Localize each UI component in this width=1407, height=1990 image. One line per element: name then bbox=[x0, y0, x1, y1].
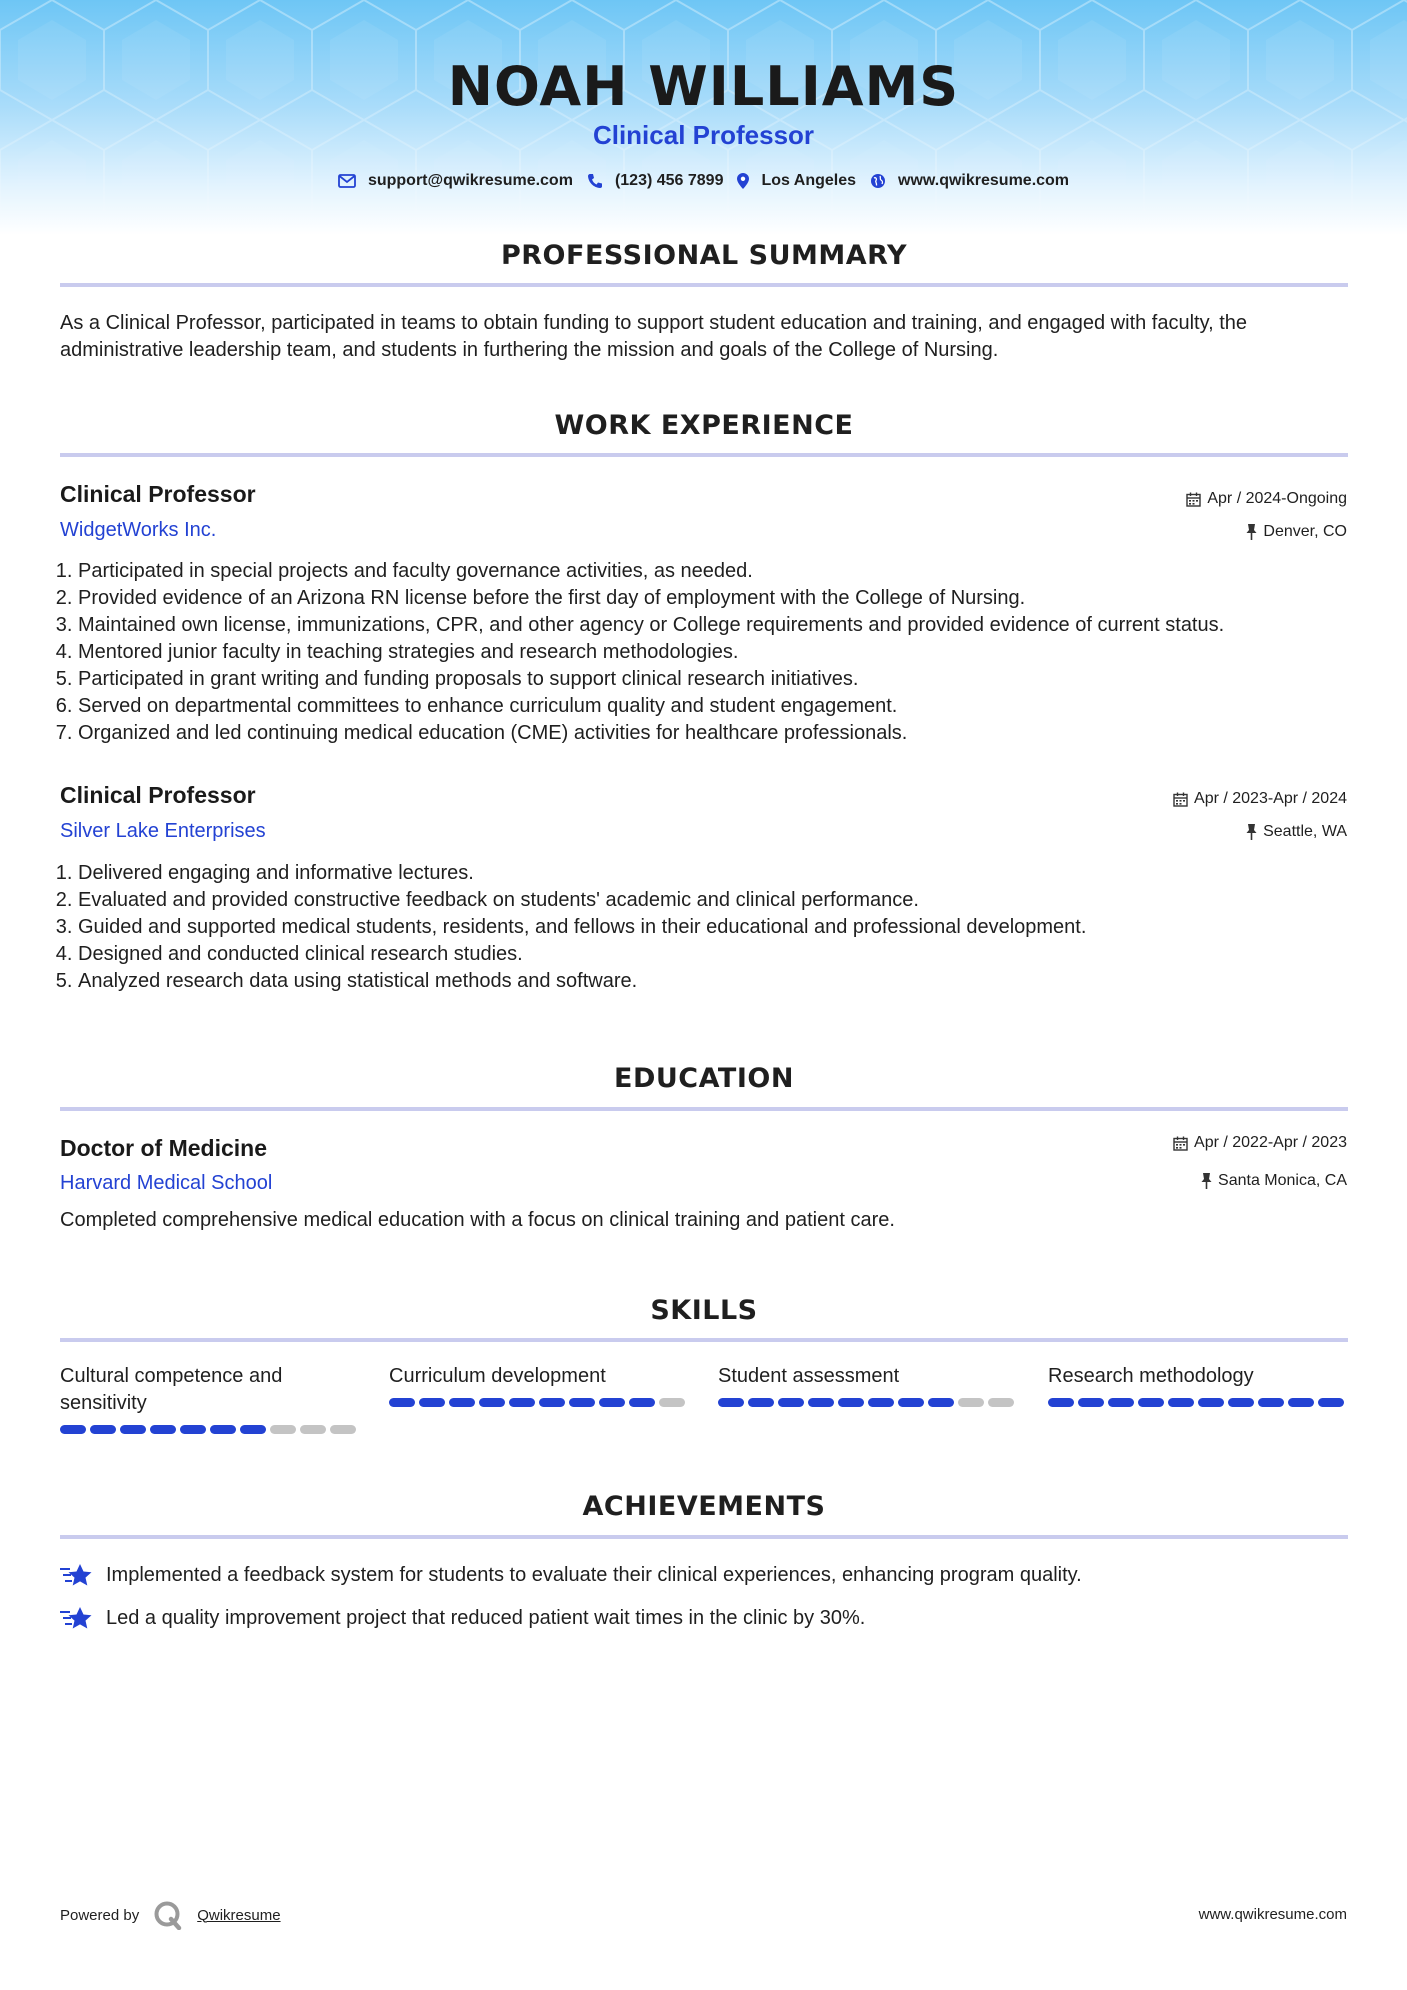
skill-meter bbox=[60, 1425, 360, 1434]
list-item: 7. Organized and led continuing medical education (CME) activities for healthcare professionals. bbox=[78, 720, 1368, 747]
skill-meter bbox=[1048, 1398, 1348, 1407]
skill-meter-filled-segment bbox=[389, 1398, 415, 1407]
skill-meter-filled-segment bbox=[180, 1425, 206, 1434]
job-location-text: Denver, CO bbox=[1263, 523, 1347, 540]
skill-label: Student assessment bbox=[718, 1365, 900, 1387]
education-location-text: Santa Monica, CA bbox=[1218, 1172, 1347, 1189]
achievement-text: Implemented a feedback system for students to evaluate their clinical experiences, enhancing program quality. bbox=[106, 1563, 1082, 1586]
degree-title: Doctor of Medicine bbox=[60, 1135, 268, 1161]
achievement-item bbox=[60, 1605, 865, 1631]
list-item: 2. Evaluated and provided constructive feedback on students' academic and clinical performance. bbox=[78, 887, 1368, 914]
pushpin-icon bbox=[1246, 824, 1257, 840]
summary-divider bbox=[60, 283, 1348, 287]
summary-text: As a Clinical Professor, participated in teams to obtain funding to support student education and training, and engaged with faculty, the administrative leadership team, and students in furthering the mission and goals of the College of Nursing. bbox=[60, 312, 1248, 361]
skill-meter-filled-segment bbox=[90, 1425, 116, 1434]
skill-meter bbox=[389, 1398, 689, 1407]
list-item: 1. Participated in special projects and faculty governance activities, as needed. bbox=[78, 558, 1368, 585]
skill-meter-filled-segment bbox=[748, 1398, 774, 1407]
contact-bar bbox=[0, 172, 1407, 190]
job-title: Clinical Professor bbox=[60, 782, 256, 808]
candidate-name: NOAH WILLIAMS bbox=[447, 55, 960, 118]
list-item: 2. Provided evidence of an Arizona RN license before the first day of employment with the College of Nursing. bbox=[78, 585, 1368, 612]
education-divider bbox=[60, 1107, 1348, 1111]
job-bullets bbox=[55, 558, 1368, 747]
skill-label: Research methodology bbox=[1048, 1365, 1254, 1387]
skill-meter-filled-segment bbox=[1288, 1398, 1314, 1407]
skill-meter-filled-segment bbox=[928, 1398, 954, 1407]
globe-icon bbox=[870, 173, 886, 189]
skill-label: Curriculum development bbox=[389, 1365, 606, 1387]
skill-meter-filled-segment bbox=[569, 1398, 595, 1407]
skill-meter-filled-segment bbox=[1198, 1398, 1224, 1407]
contact-email[interactable] bbox=[338, 172, 573, 190]
list-item: 1. Delivered engaging and informative lectures. bbox=[78, 860, 1368, 887]
footer-website[interactable]: www.qwikresume.com bbox=[1198, 1906, 1347, 1923]
skill-meter-filled-segment bbox=[240, 1425, 266, 1434]
skill-meter-filled-segment bbox=[479, 1398, 505, 1407]
skill-meter-filled-segment bbox=[898, 1398, 924, 1407]
skill-meter-filled-segment bbox=[449, 1398, 475, 1407]
skill-label: Cultural competence and sensitivity bbox=[60, 1365, 283, 1414]
list-item: 3. Maintained own license, immunizations, CPR, and other agency or College requirements and provided evidence of current status. bbox=[78, 612, 1368, 639]
website-text: www.qwikresume.com bbox=[898, 172, 1070, 189]
company-name: WidgetWorks Inc. bbox=[60, 519, 217, 541]
contact-phone[interactable] bbox=[587, 172, 724, 190]
skill-meter-filled-segment bbox=[150, 1425, 176, 1434]
skill-meter-filled-segment bbox=[629, 1398, 655, 1407]
skill-meter-filled-segment bbox=[210, 1425, 236, 1434]
education-dates bbox=[1173, 1134, 1347, 1152]
contact-location bbox=[737, 172, 856, 190]
education-dates-text: Apr / 2022-Apr / 2023 bbox=[1194, 1134, 1347, 1151]
achievement-item bbox=[60, 1562, 1082, 1588]
email-text: support@qwikresume.com bbox=[367, 172, 573, 189]
footer-branding bbox=[60, 1900, 281, 1930]
school-name: Harvard Medical School bbox=[60, 1172, 273, 1194]
skills-divider bbox=[60, 1338, 1348, 1342]
list-item: 6. Served on departmental committees to enhance curriculum quality and student engagement. bbox=[78, 693, 1368, 720]
skill-meter-filled-segment bbox=[1318, 1398, 1344, 1407]
skill-meter-empty-segment bbox=[270, 1425, 296, 1434]
skill-meter-empty-segment bbox=[300, 1425, 326, 1434]
skill-meter-empty-segment bbox=[988, 1398, 1014, 1407]
skill-meter-empty-segment bbox=[958, 1398, 984, 1407]
star-icon bbox=[60, 1562, 92, 1588]
pushpin-icon bbox=[1201, 1173, 1212, 1189]
skills-heading: SKILLS bbox=[650, 1295, 758, 1326]
skill-meter-filled-segment bbox=[868, 1398, 894, 1407]
education-location bbox=[1201, 1172, 1347, 1190]
skill-meter-filled-segment bbox=[778, 1398, 804, 1407]
skill-meter-filled-segment bbox=[509, 1398, 535, 1407]
list-item: 3. Guided and supported medical students, residents, and fellows in their educational and professional development. bbox=[78, 914, 1368, 941]
skill-meter-filled-segment bbox=[1078, 1398, 1104, 1407]
skill-meter-filled-segment bbox=[1138, 1398, 1164, 1407]
brand-link[interactable]: Qwikresume bbox=[197, 1906, 281, 1924]
qwikresume-logo-icon bbox=[153, 1900, 183, 1930]
skill-meter-filled-segment bbox=[1258, 1398, 1284, 1407]
skill-item bbox=[60, 1363, 360, 1434]
achievements-divider bbox=[60, 1535, 1348, 1539]
skill-meter-filled-segment bbox=[1108, 1398, 1134, 1407]
contact-website[interactable] bbox=[870, 172, 1069, 190]
summary-heading: PROFESSIONAL SUMMARY bbox=[500, 240, 908, 271]
job-location-text: Seattle, WA bbox=[1263, 823, 1347, 840]
skill-item bbox=[389, 1363, 689, 1407]
achievement-text: Led a quality improvement project that reduced patient wait times in the clinic by 30%. bbox=[106, 1606, 866, 1629]
skill-meter-filled-segment bbox=[808, 1398, 834, 1407]
list-item: 5. Analyzed research data using statistical methods and software. bbox=[78, 968, 1368, 995]
pushpin-icon bbox=[1246, 524, 1257, 540]
skill-meter bbox=[718, 1398, 1018, 1407]
skill-item bbox=[1048, 1363, 1348, 1407]
achievements-heading: ACHIEVEMENTS bbox=[582, 1491, 826, 1522]
skill-meter-empty-segment bbox=[330, 1425, 356, 1434]
skill-meter-filled-segment bbox=[718, 1398, 744, 1407]
skill-meter-filled-segment bbox=[838, 1398, 864, 1407]
job-dates-text: Apr / 2024-Ongoing bbox=[1207, 490, 1347, 507]
location-text: Los Angeles bbox=[761, 172, 857, 189]
skill-meter-filled-segment bbox=[539, 1398, 565, 1407]
job-location bbox=[1246, 523, 1347, 541]
list-item: 5. Participated in grant writing and funding proposals to support clinical research initiatives. bbox=[78, 666, 1368, 693]
skill-meter-filled-segment bbox=[1228, 1398, 1254, 1407]
skill-meter-filled-segment bbox=[60, 1425, 86, 1434]
experience-divider bbox=[60, 453, 1348, 457]
skill-item bbox=[718, 1363, 1018, 1407]
skill-meter-filled-segment bbox=[419, 1398, 445, 1407]
skill-meter-filled-segment bbox=[1048, 1398, 1074, 1407]
education-description: Completed comprehensive medical education with a focus on clinical training and patient care. bbox=[60, 1209, 895, 1231]
education-heading: EDUCATION bbox=[614, 1063, 794, 1094]
calendar-icon bbox=[1186, 492, 1201, 507]
calendar-icon bbox=[1173, 792, 1188, 807]
skill-meter-empty-segment bbox=[659, 1398, 685, 1407]
skill-meter-filled-segment bbox=[599, 1398, 625, 1407]
job-dates-text: Apr / 2023-Apr / 2024 bbox=[1194, 790, 1347, 807]
job-location bbox=[1246, 823, 1347, 841]
skill-meter-filled-segment bbox=[1168, 1398, 1194, 1407]
skill-meter-filled-segment bbox=[120, 1425, 146, 1434]
envelope-icon bbox=[338, 174, 356, 188]
company-name: Silver Lake Enterprises bbox=[60, 820, 266, 842]
map-pin-icon bbox=[737, 173, 749, 189]
job-bullets bbox=[55, 860, 1368, 995]
job-dates bbox=[1173, 790, 1347, 808]
job-dates bbox=[1186, 490, 1347, 508]
list-item: 4. Mentored junior faculty in teaching strategies and research methodologies. bbox=[78, 639, 1368, 666]
star-icon bbox=[60, 1605, 92, 1631]
powered-by-label: Powered by bbox=[60, 1906, 140, 1924]
job-title: Clinical Professor bbox=[60, 481, 256, 507]
experience-heading: WORK EXPERIENCE bbox=[554, 410, 854, 441]
phone-icon bbox=[587, 173, 603, 189]
calendar-icon bbox=[1173, 1136, 1188, 1151]
list-item: 4. Designed and conducted clinical research studies. bbox=[78, 941, 1368, 968]
candidate-role: Clinical Professor bbox=[592, 120, 815, 150]
phone-text: (123) 456 7899 bbox=[614, 172, 724, 189]
